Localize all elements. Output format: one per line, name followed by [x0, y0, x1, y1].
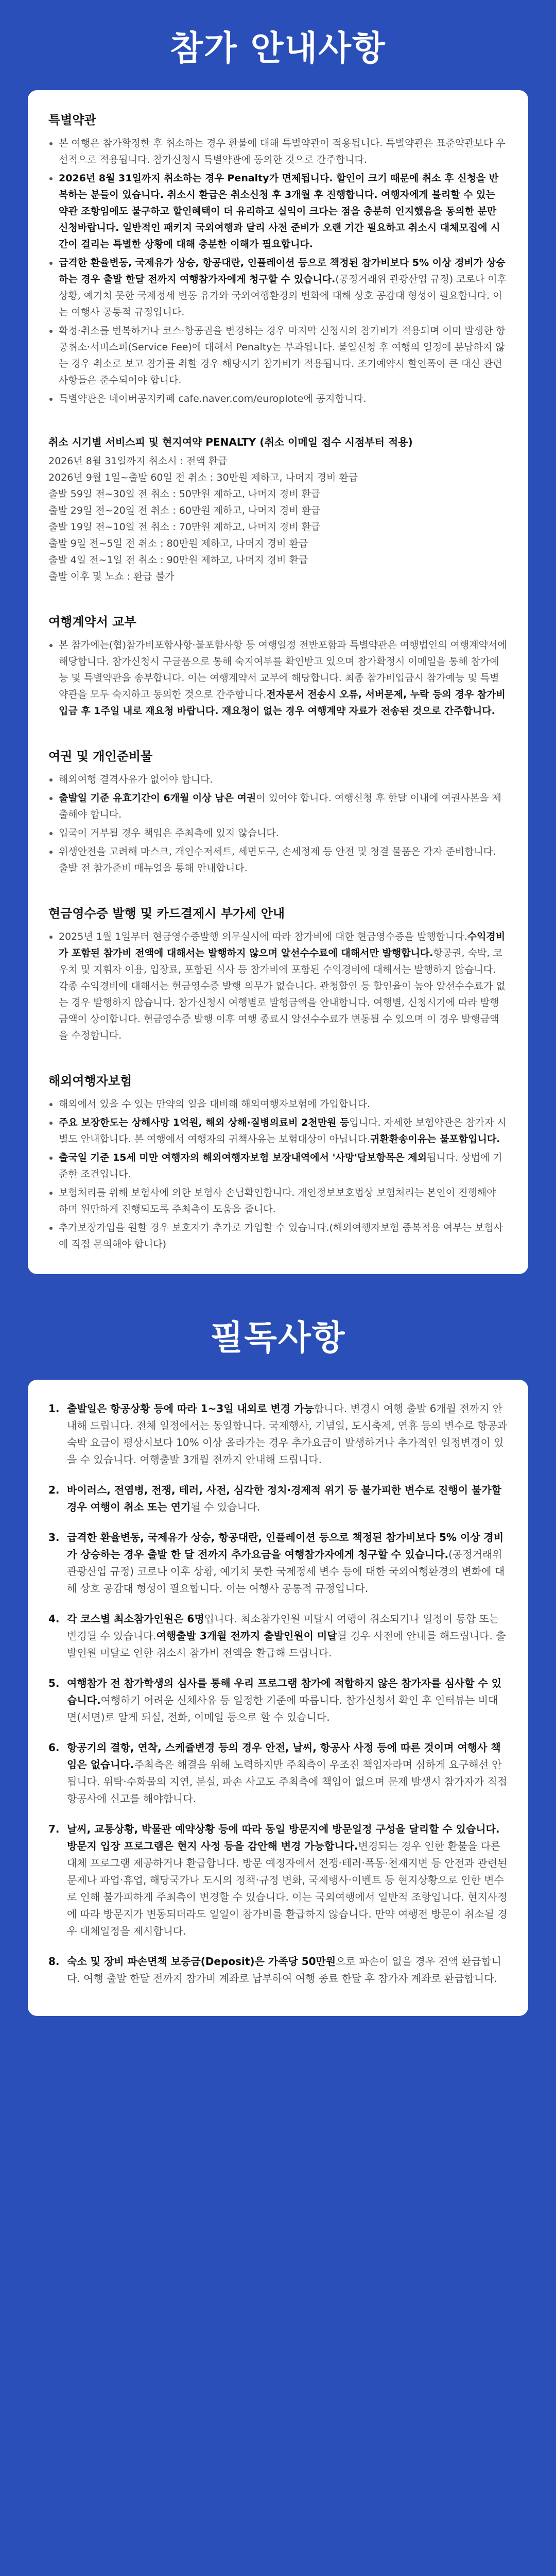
- list-item: [48, 1114, 508, 1147]
- emphasis-text: 출발일은 항공상황 등에 따라 1~3일 내외로 변경 가능: [67, 1402, 314, 1415]
- notes-card: [28, 1380, 528, 2016]
- note-number: 5.: [48, 1677, 60, 1689]
- contract-heading: 여행계약서 교부: [48, 615, 136, 629]
- body-text: 위생안전을 고려해 마스크, 개인수저세트, 세면도구, 손세정제 등 안전 및 청결 물품은 각자 준비합니다. 출발 전 참가준비 매뉴얼을 통해 안내합니다.: [59, 846, 496, 874]
- note-item: [48, 1821, 508, 1940]
- emphasis-text: 바이러스, 전염병, 전쟁, 테러, 사전, 심각한 정치·경제적 위기 등 불가피한 변수로 진행이 불가할 경우 여행이 취소 또는 연기: [67, 1484, 501, 1513]
- list-item: [48, 255, 508, 320]
- penalty-row: 출발 이후 및 노쇼 : 환급 불가: [48, 571, 175, 582]
- penalty-row: 출발 29일 전~20일 전 취소 : 60만원 제하고, 나머지 경비 환급: [48, 505, 321, 516]
- body-text: 해외에서 있을 수 있는 만약의 일을 대비해 해외여행자보험에 가입합니다.: [59, 1098, 370, 1110]
- body-text: 으로 파손이 없을 경우 전액 환급합니다. 여행 출발 한달 전까지 참가비 계좌로 납부하여 여행 종료 한달 후 참가자 계좌로 환급합니다.: [67, 1955, 501, 1985]
- receipt-heading: 현금영수증 발행 및 카드결제시 부가세 안내: [48, 906, 285, 921]
- body-text: 항공권, 숙박, 코우치 및 지휘자 이용, 입장료, 포함된 식사 등 참가비에 포함된 수익경비에 대해서는 발행하지 않습니다. 각종 수익경비에 대해서는 현금영수증 발행 의무가 없습니다. 관청할인 등 할인율이 높아 알선수수료가 없는 경우 발행하지 않습니다. 참가신청시 여행별로 발행금액을 안내합니다. 여행별, 신청시기에 따라 발행금액이 상이합니다. 현금영수증 발행 이후 여행 종료시 알선수수료가 변동될 수 있으며 이 경우 발행금액을 수정합니다.: [59, 947, 506, 1041]
- penalty-list: [48, 453, 508, 585]
- penalty-row: 출발 9일 전~5일 전 취소 : 80만원 제하고, 나머지 경비 환급: [48, 538, 308, 549]
- body-text: 입니다. 자세한 보험약관은 참가자 시 별도 안내합니다. 본 여행에서 여행자의 귀책사유는 보험대상이 아닙니다.: [59, 1117, 507, 1145]
- special-terms-heading: 특별약관: [48, 113, 96, 127]
- note-text: [67, 1675, 508, 1726]
- body-text: 될 수 있습니다.: [190, 1501, 260, 1513]
- body-text: 확정·취소를 번복하거나 코스·항공권을 변경하는 경우 마지막 신청시의 참가비가 적용되며 이미 발생한 항공취소·서비스피(Service Fee)에 대해서 Penalty는 부과됩니다. 불일신청 후 여행의 일정에 분납하지 않는 경우 취소로 보고 참가를 취할 경우 해당시기 참가비가 적용됩니다. 조기예약시 할인폭이 큰 대신 관련 사항들은 준수되어야 합니다.: [59, 325, 506, 386]
- emphasis-text: 여행출발 3개월 전까지 출발인원이 미달: [156, 1630, 337, 1642]
- emphasis-text: 항공기의 결항, 연착, 스케쥴변경 등의 경우 안전, 날씨, 항공사 사정 등에 따른 것이며 여행사 책임은 없습니다.: [67, 1741, 501, 1771]
- penalty-row: 출발 19일 전~10일 전 취소 : 70만원 제하고, 나머지 경비 환급: [48, 521, 321, 533]
- list-item: [48, 1219, 508, 1252]
- receipt-block: [48, 903, 508, 1044]
- note-item: [48, 1675, 508, 1726]
- passport-list: [48, 771, 508, 876]
- emphasis-text: 전자문서 전송시 오류, 서버문제, 누락 등의 경우 참가비입금 후 1주일 내로 재요청 바랍니다. 재요청이 없는 경우 여행계약 자료가 전송된 것으로 간주합니다.: [59, 689, 506, 717]
- note-number: 1.: [48, 1402, 60, 1415]
- note-item: [48, 1953, 508, 1987]
- body-text: 2025년 1월 1일부터 현금영수증발행 의무실시에 따라 참가비에 대한 현금영수증을 발행합니다.: [59, 931, 467, 942]
- body-text: 변경되는 경우 인한 환불을 다른 대체 프로그램 제공하거나 환급합니다. 방문 예정자에서 전쟁·테러·폭동·천재지변 등 안전과 관련된 문제나 파업·휴업, 해당국가나 도시의 정책·규정 변화, 국제행사·이벤트 등 현지상황으로 인한 변수로 인해 불가피하게 주최측이 변경할 수 있습니다. 이는 국외여행에서 일반적 조항입니다. 현지사정에 따라 방문지가 변동되더라도 일일이 참가비를 환급하지 않습니다. 만약 여행전 방문이 취소될 경우 대체일정을 제시합니다.: [67, 1840, 508, 1937]
- body-text: 합니다. 변경시 여행 출발 6개월 전까지 안내해 드립니다. 전체 일정에서는 동일합니다. 국제행사, 기념일, 도시축제, 연휴 등의 변수로 항공과 숙박 요금이 평상시보다 10% 이상 올라가는 경우 추가요금이 발생하거나 추가적인 일정변경이 있을 수 있습니다. 여행출발 3개월 전까지 안내해 드립니다.: [67, 1402, 508, 1466]
- body-text: 본 여행은 참가확정한 후 취소하는 경우 환불에 대해 특별약관이 적용됩니다. 특별약관은 표준약관보다 우선적으로 적용됩니다. 참가신청시 특별약관에 동의한 것으로 간주합니다.: [59, 138, 506, 165]
- contract-list: [48, 637, 508, 719]
- body-text: 본 참가에는(협)참가비포함사항·불포함사항 등 여행일정 전반포함과 특별약관은 여행법인의 여행계약서에 해당합니다. 참가신청시 구글폼으로 통해 숙지여부를 확인받고 있으며 참가확정시 이메일을 통해 참가예능 및 특별약관을 송부합니다. 이는 여행계약서 교부에 해당합니다. 최종 참가비입금시 참가예능 및 특별약관을 모두 숙지하고 동의한 것으로 간주합니다.: [59, 639, 507, 700]
- body-text: 입니다. 최소참가인원 미달시 여행이 취소되거나 일정이 통합 또는 변경될 수 있습니다.: [67, 1613, 499, 1642]
- emphasis-text: 수익경비가 포함된 참가비 전액에 대해서는 발행하지 않으며 알선수수료에 대해서만 발행합니다.: [59, 931, 506, 959]
- emphasis-text: 여행참가 전 참가학생의 심사를 통해 우리 프로그램 참가에 적합하지 않은 참가자를 심사할 수 있습니다.: [67, 1677, 501, 1706]
- body-text: 특별약관은 네이버공지카페 cafe.naver.com/europlote에 공지합니다.: [59, 393, 367, 404]
- note-number: 4.: [48, 1613, 60, 1625]
- note-number: 2.: [48, 1484, 60, 1496]
- note-item: [48, 1482, 508, 1516]
- note-text: [67, 1739, 508, 1807]
- list-item: [48, 170, 508, 252]
- insurance-list: [48, 1096, 508, 1252]
- note-text: [67, 1482, 508, 1516]
- note-item: [48, 1400, 508, 1468]
- penalty-row: 출발 59일 전~30일 전 취소 : 50만원 제하고, 나머지 경비 환급: [48, 488, 321, 500]
- list-item: [48, 1149, 508, 1182]
- list-item: [48, 825, 508, 841]
- list-item: [48, 391, 508, 407]
- emphasis-text: 날씨, 교통상황, 박물관 예약상황 등에 따라 동일 방문지에 방문일정 구성을 달리할 수 있습니다. 방문지 입장 프로그램은 현지 사정 등을 감안해 변경 가능합니다.: [67, 1823, 500, 1852]
- list-item: [48, 637, 508, 719]
- list-item: [48, 323, 508, 388]
- list-item: [48, 790, 508, 823]
- list-item: [48, 1096, 508, 1112]
- note-text: [67, 1953, 508, 1987]
- penalty-row: 출발 4일 전~1일 전 취소 : 90만원 제하고, 나머지 경비 환급: [48, 554, 308, 566]
- penalty-row: 2026년 8월 31일까지 취소시 : 전액 환급: [48, 455, 228, 467]
- body-text: 입국이 거부될 경우 책임은 주최측에 있지 않습니다.: [59, 827, 279, 839]
- notes-list: [48, 1400, 508, 1987]
- note-text: [67, 1529, 508, 1597]
- info-section-title: 참가 안내사항: [170, 28, 386, 68]
- body-text: 보험처리를 위해 보험사에 의한 보험사 손님확인합니다. 개인정보보호법상 보험처리는 본인이 진행해야 하며 원만하게 진행되도록 주최측이 도움을 줍니다.: [59, 1187, 496, 1215]
- body-text: 될 경우 사전에 안내를 해드립니다. 출발인원 미달로 인한 취소시 참가비 전액을 환급해 드립니다.: [67, 1630, 506, 1659]
- special-terms-block: [48, 110, 508, 407]
- insurance-heading: 해외여행자보험: [48, 1074, 132, 1088]
- info-card: [28, 90, 528, 1274]
- list-item: [48, 928, 508, 1044]
- list-item: [48, 1184, 508, 1217]
- emphasis-text: 귀환환송이유는 불포함입니다.: [370, 1133, 500, 1145]
- emphasis-text: 2026년 8월 31일까지 취소하는 경우 Penalty가 면제됩니다. 할인이 크기 때문에 취소 후 신청을 반복하는 분들이 있습니다. 취소시 환급은 취소신청 후 3개월 후 진행합니다. 여행자에게 불리할 수 있는 약관 조항임에도 불구하고 할인혜택이 더 유리하고 실익이 크다는 점을 충분히 인지했음을 동의한 분만 신청바랍니다. 일반적인 패키지 국외여행과 달리 사전 준비가 오랜 기간 필요하고 취소시 대체모집에 시간이 걸리는 특별한 상황에 대해 충분한 이해가 필요합니다.: [59, 173, 500, 250]
- note-number: 3.: [48, 1531, 60, 1544]
- note-item: [48, 1739, 508, 1807]
- body-text: (공정거래위 관광산업 규정) 코로나 이후 상황, 예기치 못한 국제정세 변수 등에 대한 국외여행환경의 변화에 대해 상호 공감대 형성이 필요합니다. 이는 여행사 공통적 규정입니다.: [67, 1548, 505, 1595]
- body-text: 해외여행 결격사유가 없어야 합니다.: [59, 774, 213, 785]
- emphasis-text: 급격한 환율변동, 국제유가 상승, 항공대란, 인플레이션 등으로 책정된 참가비보다 5% 이상 경비가 상승하는 경우 출발 한달 전까지 여행참가자에게 청구할 수 있습니다.: [59, 257, 506, 285]
- special-terms-list: [48, 135, 508, 407]
- list-item: [48, 135, 508, 168]
- emphasis-text: 숙소 및 장비 파손면책 보증금(Deposit)은 가족당 50만원: [67, 1955, 336, 1968]
- penalty-row: 2026년 9월 1일~출발 60일 전 취소 : 30만원 제하고, 나머지 경비 환급: [48, 472, 358, 483]
- penalty-block: [48, 434, 508, 585]
- passport-heading: 여권 및 개인준비물: [48, 749, 153, 764]
- body-text: 추가보장가입을 원할 경우 보호자가 추가로 가입할 수 있습니다.(해외여행자보험 중복적용 여부는 보험사에 직접 문의해야 합니다): [59, 1222, 503, 1250]
- body-text: 주최측은 해결을 위해 노력하지만 주최측이 우조진 책임자라며 심하게 요구해선 안됩니다. 위탁·수화물의 지연, 분실, 파손 사고도 주최측에 책임이 없으며 문제 발생시 참가자가 직접 항공사에 신고를 해야합니다.: [67, 1758, 508, 1805]
- note-item: [48, 1611, 508, 1662]
- note-number: 7.: [48, 1823, 60, 1835]
- emphasis-text: 주요 보장한도는 상해사망 1억원, 해외 상해·질병의료비 2천만원 등: [59, 1117, 350, 1128]
- note-text: [67, 1400, 508, 1468]
- insurance-block: [48, 1071, 508, 1252]
- receipt-list: [48, 928, 508, 1044]
- emphasis-text: 각 코스별 최소참가인원은 6명: [67, 1613, 204, 1625]
- emphasis-text: 출국일 기준 15세 미만 여행자의 해외여행자보험 보장내역에서 '사망'담보항목은 제외: [59, 1152, 427, 1163]
- body-text: 이 있어야 합니다. 여행신청 후 한달 이내에 여권사본을 제출해야 합니다.: [59, 792, 501, 820]
- note-item: [48, 1529, 508, 1597]
- body-text: (공정거래위 관광산업 규정) 코로나 이후 상황, 예기치 못한 국제정세 변동 유가와 국외여행환경의 변화에 대해 상호 공감대 형성이 필요합니다. 이는 여행사 공통적 규정입니다.: [59, 274, 507, 318]
- emphasis-text: 급격한 환율변동, 국제유가 상승, 항공대란, 인플레이션 등으로 책정된 참가비보다 5% 이상 경비가 상승하는 경우 출발 한 달 전까지 추가요금을 여행참가자에게 청구할 수 있습니다.: [67, 1531, 504, 1561]
- note-text: [67, 1611, 508, 1662]
- emphasis-text: 출발일 기준 유효기간이 6개월 이상 남은 여권: [59, 792, 256, 804]
- contract-block: [48, 612, 508, 719]
- passport-block: [48, 746, 508, 876]
- body-text: 여행하기 어려운 신체사유 등 일정한 기준에 따릅니다. 참가신청서 확인 후 인터뷰는 비대면(서면)로 알게 되실, 전화, 이메일 등으로 할 수 있습니다.: [67, 1694, 498, 1723]
- penalty-heading: 취소 시기별 서비스피 및 현지여약 PENALTY (취소 이메일 접수 시점부터 적용): [48, 436, 413, 448]
- note-text: [67, 1821, 508, 1940]
- note-number: 6.: [48, 1741, 60, 1754]
- list-item: [48, 843, 508, 876]
- list-item: [48, 771, 508, 788]
- body-text: 됩니다. 상법에 기준한 조건입니다.: [59, 1152, 502, 1180]
- note-number: 8.: [48, 1955, 60, 1968]
- notes-section-title: 필독사항: [210, 1318, 346, 1358]
